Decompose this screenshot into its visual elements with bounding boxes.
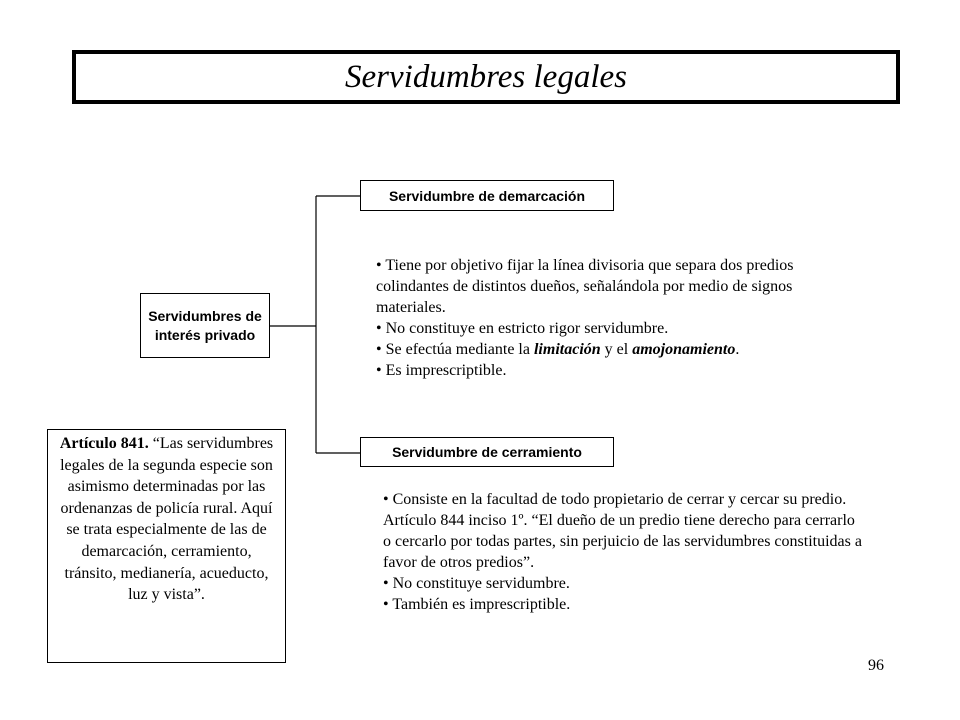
bullet-text: Tiene por objetivo fijar la línea divisoria que separa dos predios colindantes de distintos dueños, señalándola por medio de signos materiales. [376, 257, 794, 316]
bullet-text: Es imprescriptible. [385, 362, 507, 379]
term-limitacion: limitación [533, 341, 601, 358]
bullet-text: y el [600, 341, 633, 358]
bullet-text: Consiste en la facultad de todo propietario de cerrar y cercar su predio. Artículo 844 inciso 1º. “El dueño de un predio tiene derecho para cerrarlo o cercarlo por todas partes, sin perjuicio de las servidumbres constituidas a favor de otros predios”. [383, 491, 862, 571]
node-servidumbre-cerramiento [360, 437, 614, 467]
bullet-text: No constituye servidumbre. [392, 575, 570, 592]
page-title: Servidumbres legales [72, 50, 900, 104]
article-text: “Las servidumbres legales de la segunda especie son asimismo determinadas por las ordenanzas de policía rural. Aquí se trata especialmente de las de demarcación, cerramiento, tránsito, medianería, acueducto, luz y vista”. [60, 435, 274, 604]
bullet-item: • Consiste en la facultad de todo propietario de cerrar y cercar su predio. Artículo 844 inciso 1º. “El dueño de un predio tiene derecho para cerrarlo o cercarlo por todas partes, sin perjuicio de las servidumbres constituidas a favor de otros predios”. [383, 491, 862, 571]
demarcacion-bullet-list [376, 255, 836, 381]
bullet-item: • Se efectúa mediante la limitación y el amojonamiento. [376, 341, 740, 358]
bullet-item: • No constituye servidumbre. [383, 575, 570, 592]
bullet-item: • También es imprescriptible. [383, 596, 571, 613]
bullet-text: También es imprescriptible. [392, 596, 571, 613]
node-demarcacion-label: Servidumbre de demarcación [388, 187, 586, 204]
bullet-text: . [735, 341, 740, 358]
node-root-label: Servidumbres de interés privado [148, 307, 262, 343]
article-label: Artículo 841. [59, 435, 149, 452]
bullet-text: No constituye en estricto rigor servidumbre. [385, 320, 669, 337]
cerramiento-bullet-list [383, 489, 863, 615]
term-amojonamiento: amojonamiento [632, 341, 736, 358]
article-841-box [47, 429, 286, 663]
bullet-item: • Tiene por objetivo fijar la línea divisoria que separa dos predios colindantes de distintos dueños, señalándola por medio de signos materiales. [376, 257, 794, 316]
bullet-item: • Es imprescriptible. [376, 362, 507, 379]
node-servidumbre-demarcacion [360, 180, 614, 211]
node-servidumbres-interes-privado [140, 293, 270, 358]
bullet-item: • No constituye en estricto rigor servidumbre. [376, 320, 669, 337]
node-cerramiento-label: Servidumbre de cerramiento [392, 444, 582, 460]
page-number: 96 [868, 657, 884, 674]
bullet-text: Se efectúa mediante la [385, 341, 534, 358]
